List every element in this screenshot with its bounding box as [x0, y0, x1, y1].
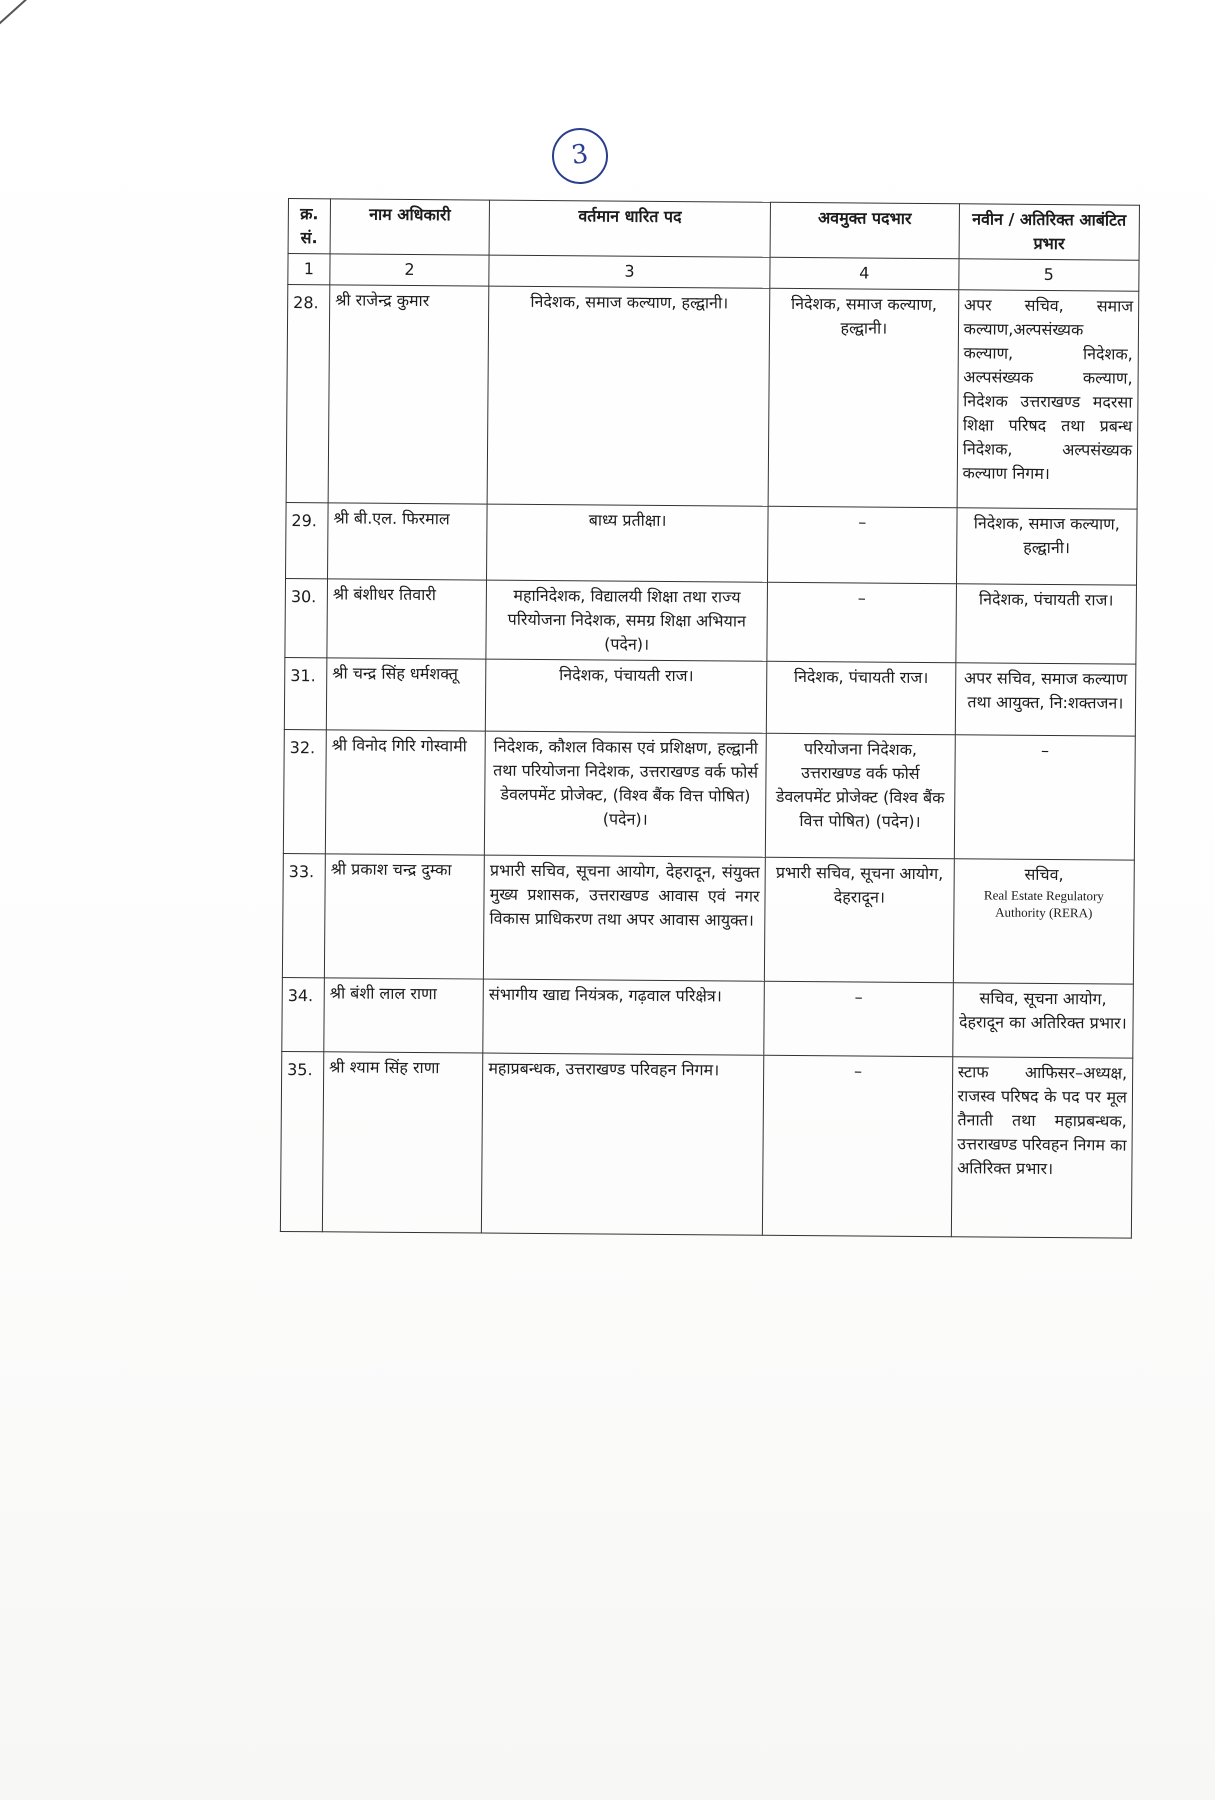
relieved-charge: – [768, 506, 957, 583]
new-charge: सचिव, [1024, 864, 1064, 885]
officer-name: श्री बंशीधर तिवारी [327, 579, 487, 659]
current-post: निदेशक, कौशल विकास एवं प्रशिक्षण, हल्द्वानी तथा परियोजना निदेशक, उत्तराखण्ड वर्क फोर्स डेवलपमेंट प्रोजेक्ट, (विश्व बैंक वित्त पोषित) (पदेन)। [485, 731, 767, 857]
table-row [284, 657, 1136, 736]
rera-authority-label: Real Estate Regulatory Authority (RERA) [983, 887, 1104, 921]
current-post: निदेशक, समाज कल्याण, हल्द्वानी। [487, 286, 770, 506]
transfer-order-table [280, 198, 1140, 1239]
serial-number: 33. [282, 853, 325, 977]
current-post: महानिदेशक, विद्यालयी शिक्षा तथा राज्य परियोजना निदेशक, समग्र शिक्षा अभियान (पदेन)। [486, 580, 767, 661]
serial-number: 31. [284, 657, 326, 729]
new-charge: स्टाफ आफिसर–अध्यक्ष, राजस्व परिषद के पद पर मूल तैनाती तथा महाप्रबन्धक, उत्तराखण्ड परिवहन निगम का अतिरिक्त प्रभार। [951, 1057, 1133, 1238]
new-charge: – [954, 735, 1135, 860]
column-number: 5 [959, 259, 1140, 291]
new-charge: अपर सचिव, समाज कल्याण तथा आयुक्त, नि:शक्तजन। [955, 663, 1136, 736]
table-row [285, 578, 1137, 664]
header-new-charge: नवीन / अतिरिक्त आबंटित प्रभार [959, 204, 1140, 260]
officer-name: श्री चन्द्र सिंह धर्मशक्तू [326, 658, 486, 731]
table-row [286, 285, 1139, 510]
table-row [282, 977, 1134, 1058]
column-number: 4 [770, 257, 959, 289]
column-number: 1 [288, 254, 330, 285]
scan-edge-line [0, 0, 85, 42]
serial-number: 35. [280, 1051, 323, 1231]
new-charge: निदेशक, पंचायती राज। [956, 584, 1137, 664]
header-row [288, 199, 1139, 261]
officer-name: श्री विनोद गिरि गोस्वामी [325, 730, 485, 855]
relieved-charge: परियोजना निदेशक, उत्तराखण्ड वर्क फोर्स डेवलपमेंट प्रोजेक्ट (विश्व बैंक वित्त पोषित) (पदेन)। [765, 733, 955, 858]
relieved-charge: प्रभारी सचिव, सूचना आयोग, देहरादून। [764, 857, 954, 982]
header-relieved-charge: अवमुक्त पदभार [770, 202, 959, 258]
relieved-charge: – [762, 1055, 952, 1236]
header-officer-name: नाम अधिकारी [330, 199, 490, 255]
relieved-charge: – [764, 981, 953, 1056]
table-row [282, 853, 1134, 984]
current-post: संभागीय खाद्य नियंत्रक, गढ़वाल परिक्षेत्र। [483, 979, 764, 1055]
current-post: बाध्य प्रतीक्षा। [487, 504, 768, 582]
serial-number: 29. [286, 502, 329, 578]
serial-number: 28. [286, 285, 330, 503]
current-post: प्रभारी सचिव, सूचना आयोग, देहरादून, संयुक्त मुख्य प्रशासक, उत्तराखण्ड आवास एवं नगर विकास प्राधिकरण तथा अपर आवास आयुक्त। [484, 855, 766, 981]
officer-name: श्री श्याम सिंह राणा [322, 1052, 483, 1233]
new-charge: अपर सचिव, समाज कल्याण,अल्पसंख्यक कल्याण, निदेशक, अल्पसंख्यक कल्याण, निदेशक उत्तराखण्ड मदरसा शिक्षा परिषद तथा प्रबन्ध निदेशक, अल्पसंख्यक कल्याण निगम। [957, 290, 1139, 509]
relieved-charge: निदेशक, पंचायती राज। [766, 661, 955, 734]
column-number: 3 [489, 255, 770, 288]
current-post: महाप्रबन्धक, उत्तराखण्ड परिवहन निगम। [482, 1053, 764, 1235]
serial-number: 30. [285, 578, 328, 657]
relieved-charge: – [767, 582, 956, 662]
officer-name: श्री प्रकाश चन्द्र दुम्का [324, 854, 484, 979]
officer-name: श्री बी.एल. फिरमाल [327, 503, 487, 580]
officer-name: श्री बंशी लाल राणा [324, 978, 484, 1053]
table-row [286, 502, 1138, 585]
new-charge: सचिव, सूचना आयोग, देहरादून का अतिरिक्त प्रभार। [952, 983, 1133, 1058]
serial-number: 34. [282, 977, 324, 1051]
officer-name: श्री राजेन्द्र कुमार [328, 285, 489, 504]
header-serial: क्र. सं. [288, 199, 330, 254]
header-current-post: वर्तमान धारित पद [489, 200, 770, 257]
new-charge: निदेशक, समाज कल्याण, हल्द्वानी। [956, 508, 1137, 585]
page-number-mark: 3 [548, 124, 611, 187]
table-row [283, 729, 1135, 860]
relieved-charge: निदेशक, समाज कल्याण, हल्द्वानी। [768, 288, 958, 507]
column-number: 2 [330, 254, 490, 286]
serial-number: 32. [283, 729, 326, 853]
current-post: निदेशक, पंचायती राज। [486, 659, 767, 733]
new-charge-cell [953, 859, 1134, 984]
table-row [280, 1051, 1132, 1238]
